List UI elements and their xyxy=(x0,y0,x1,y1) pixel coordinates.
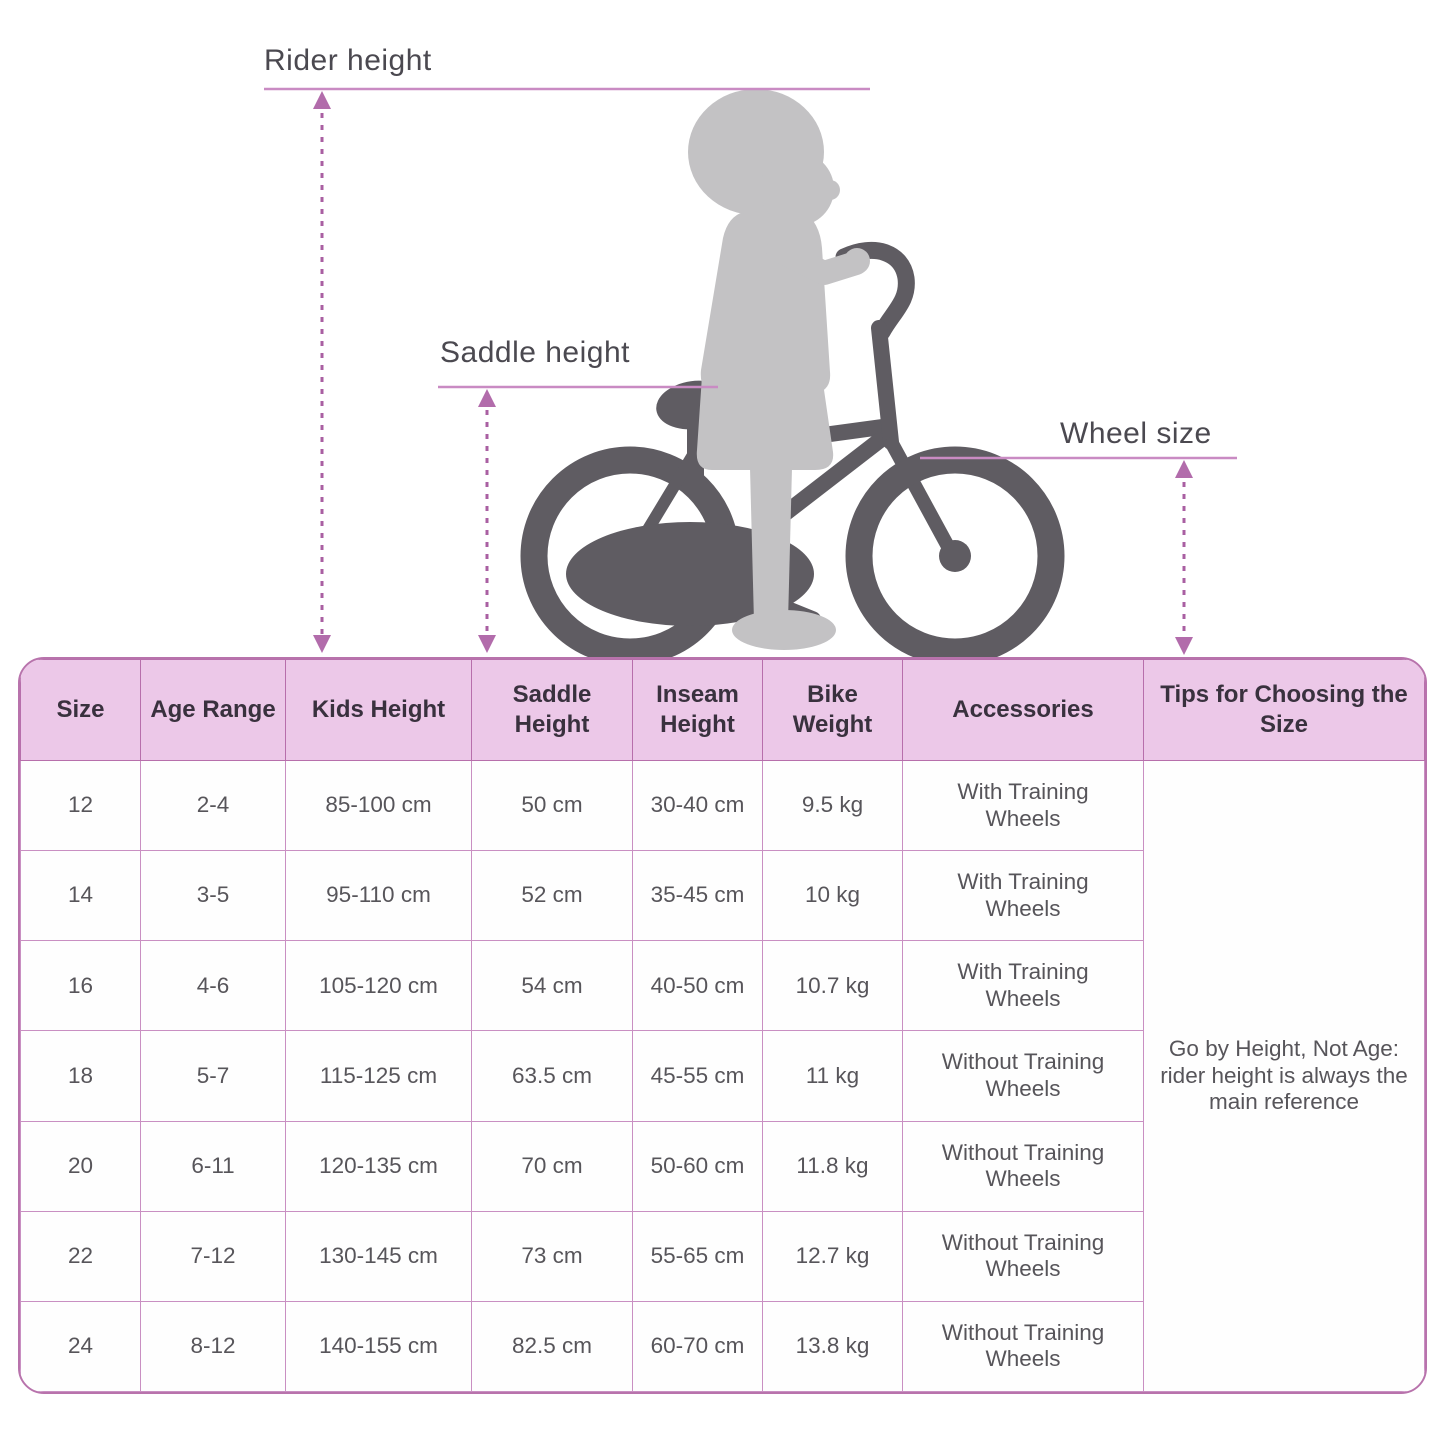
table-cell: 105-120 cm xyxy=(286,941,472,1031)
table-cell: 54 cm xyxy=(472,941,633,1031)
table-cell: 73 cm xyxy=(472,1211,633,1301)
rider-arrowhead-down-icon xyxy=(313,635,331,653)
table-cell: 8-12 xyxy=(141,1301,286,1391)
table-cell: 11.8 kg xyxy=(763,1121,903,1211)
table-cell: 11 kg xyxy=(763,1031,903,1121)
table-cell: 13.8 kg xyxy=(763,1301,903,1391)
rider-height-label: Rider height xyxy=(264,44,432,77)
wheel-arrowhead-up-icon xyxy=(1175,460,1193,478)
table-cell: 50 cm xyxy=(472,761,633,851)
table-cell: Without Training Wheels xyxy=(903,1031,1144,1121)
table-cell: 30-40 cm xyxy=(633,761,763,851)
table-cell: 140-155 cm xyxy=(286,1301,472,1391)
table-cell: 16 xyxy=(21,941,141,1031)
table-cell: 2-4 xyxy=(141,761,286,851)
header-kids-height: Kids Height xyxy=(286,660,472,761)
table-cell: 10.7 kg xyxy=(763,941,903,1031)
table-cell: 12.7 kg xyxy=(763,1211,903,1301)
table-cell: 6-11 xyxy=(141,1121,286,1211)
table-cell: 4-6 xyxy=(141,941,286,1031)
table-cell: 60-70 cm xyxy=(633,1301,763,1391)
table-cell: 52 cm xyxy=(472,851,633,941)
table-cell: 45-55 cm xyxy=(633,1031,763,1121)
rider-arrowhead-up-icon xyxy=(313,91,331,109)
child-nose xyxy=(820,180,840,200)
table-cell: 18 xyxy=(21,1031,141,1121)
table-cell: Without Training Wheels xyxy=(903,1211,1144,1301)
child-shorts xyxy=(697,376,833,470)
table-cell: With Training Wheels xyxy=(903,941,1144,1031)
table-cell: With Training Wheels xyxy=(903,851,1144,941)
table-cell: 22 xyxy=(21,1211,141,1301)
header-saddle-height: Saddle Height xyxy=(472,660,633,761)
table-cell: 9.5 kg xyxy=(763,761,903,851)
table-row xyxy=(21,761,1425,851)
table-cell: 130-145 cm xyxy=(286,1211,472,1301)
table-header-row xyxy=(21,660,1425,761)
saddle-arrowhead-up-icon xyxy=(478,389,496,407)
child-shoe xyxy=(732,610,836,650)
header-accessories: Accessories xyxy=(903,660,1144,761)
header-tips: Tips for Choosing the Size xyxy=(1144,660,1425,761)
table-cell: 24 xyxy=(21,1301,141,1391)
child-torso xyxy=(701,210,830,394)
table-cell: 20 xyxy=(21,1121,141,1211)
wheel-arrowhead-down-icon xyxy=(1175,637,1193,655)
size-table-container xyxy=(18,657,1427,1394)
table-cell: 10 kg xyxy=(763,851,903,941)
table-cell: 55-65 cm xyxy=(633,1211,763,1301)
saddle-arrowhead-down-icon xyxy=(478,635,496,653)
table-cell: 85-100 cm xyxy=(286,761,472,851)
table-cell: 115-125 cm xyxy=(286,1031,472,1121)
table-cell: Without Training Wheels xyxy=(903,1121,1144,1211)
child-hand xyxy=(844,248,870,274)
table-cell: 50-60 cm xyxy=(633,1121,763,1211)
header-inseam-height: Inseam Height xyxy=(633,660,763,761)
table-cell: 70 cm xyxy=(472,1121,633,1211)
table-cell: 12 xyxy=(21,761,141,851)
table-cell: 120-135 cm xyxy=(286,1121,472,1211)
table-cell: 5-7 xyxy=(141,1031,286,1121)
table-cell: 63.5 cm xyxy=(472,1031,633,1121)
table-cell: 7-12 xyxy=(141,1211,286,1301)
saddle-height-label: Saddle height xyxy=(440,336,630,369)
table-cell: 3-5 xyxy=(141,851,286,941)
size-table xyxy=(20,659,1425,1392)
table-cell: Without Training Wheels xyxy=(903,1301,1144,1391)
front-hub xyxy=(939,540,971,572)
table-cell: 40-50 cm xyxy=(633,941,763,1031)
header-bike-weight: Bike Weight xyxy=(763,660,903,761)
tips-cell: Go by Height, Not Age: rider height is always the main reference xyxy=(1144,761,1425,1392)
header-size: Size xyxy=(21,660,141,761)
table-cell: 95-110 cm xyxy=(286,851,472,941)
table-cell: With Training Wheels xyxy=(903,761,1144,851)
wheel-size-label: Wheel size xyxy=(1060,417,1212,450)
table-cell: 35-45 cm xyxy=(633,851,763,941)
header-age-range: Age Range xyxy=(141,660,286,761)
bike-child-illustration xyxy=(0,0,1445,660)
child-leg xyxy=(750,468,792,622)
table-cell: 14 xyxy=(21,851,141,941)
table-body xyxy=(21,761,1425,1392)
table-cell: 82.5 cm xyxy=(472,1301,633,1391)
